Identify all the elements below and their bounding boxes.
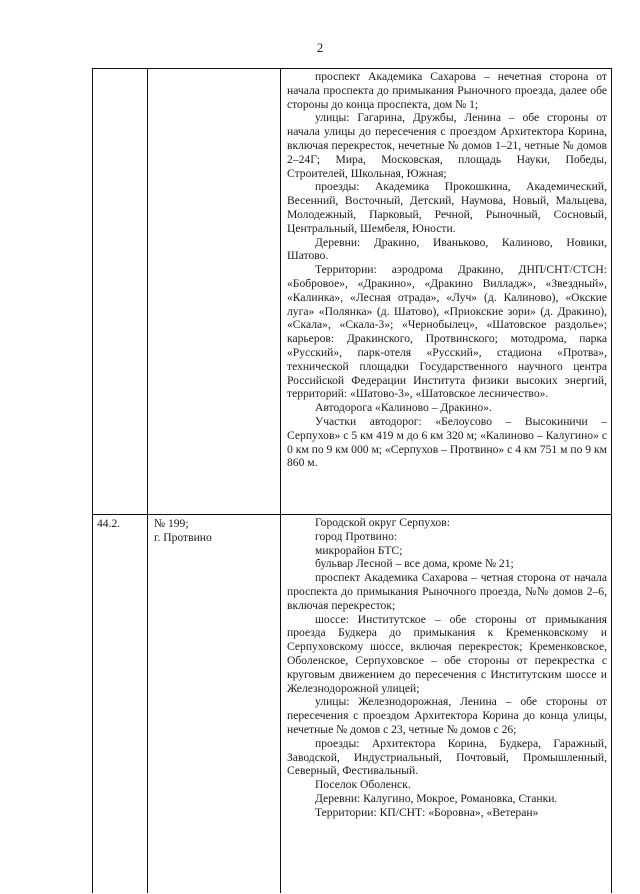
territory-paragraph: проезды: Академика Прокошкина, Академический, Весенний, Восточный, Детский, Наумова, Новый, Мальцева, Молодежный, Парковый, Речной, Рыночный, Сосновый, Центральный, Шембеля, Юности. [287,180,607,235]
row-number-cell [93,69,148,515]
district-number: № 199; [154,517,189,530]
territory-paragraph: проспект Академика Сахарова – нечетная сторона от начала проспекта до примыкания Рыночного проезда, далее обе стороны до конца проспекта, дом № 1; [287,70,607,111]
table-row [93,69,612,515]
territory-paragraph: Поселок Оболенск. [315,778,411,792]
territory-paragraph: Территории: аэродрома Дракино, ДНП/СНТ/СТСН: «Бобровое», «Дракино», «Дракино Вилладж», «Звездный», «Калинка», «Лесная отрада», «Луч» (д. Калиново), «Окские луга» «Полянка» (д. Шатово), «Приокские зори» (д. Дракино), «Скала», «Скала-3»; «Чернобылец», «Шатовское раздолье»; карьеров: Дракинского, Протвинского; мотодрома, парка «Русский», парк-отеля «Русский», стадиона «Протва», технической площадки Государственного научного центра Российской Федерации Института физики высоких энергий, территорий: «Шатово-3», «Шатовское лесничество». [287,263,607,401]
territory-paragraph: улицы: Гагарина, Дружбы, Ленина – обе стороны от начала улицы до пересечения с проездом Архитектора Корина, включая перекресток, нечетные № домов 1–21, четные № домов 2–24Г; Мира, Московская, площадь Науки, Победы, Строителей, Школьная, Южная; [287,111,607,180]
territory-paragraph: Территории: КП/СНТ: «Боровна», «Ветеран» [315,805,539,819]
territory-paragraph: улицы: Железнодорожная, Ленина – обе стороны от пересечения с проездом Архитектора Корина до конца улицы, нечетные № домов с 23, четные № домов с 26; [287,695,607,736]
districts-table [92,68,612,893]
territory-paragraph: Автодорога «Калиново – Дракино». [315,401,492,415]
table-row [93,515,612,893]
page-number: 2 [316,40,324,55]
territory-paragraph: шоссе: Институтское – обе стороны от примыкания проезда Будкера до примыкания к Кременковскому и Серпуховскому шоссе, включая перекресток; Кременковское, Оболенское, Серпуховское – обе стороны от перекрестка с круговым движением до пересечения с Институтским шоссе и Железнодорожной улицей; [287,612,607,695]
territory-paragraph: Деревни: Калугино, Мокрое, Романовка, Станки. [315,791,558,805]
territory-paragraph: Участки автодорог: «Белоусово – Высокиничи – Серпухов» с 5 км 419 м до 6 км 320 м; «Калиново – Калугино» с 0 км по 9 км 000 м; «Серпухов – Протвино» с 4 км 751 м по 9 км 860 м. [287,414,607,470]
territory-paragraph: Деревни: Дракино, Иваньково, Калиново, Новики, Шатово. [287,235,607,263]
territory-paragraph: проспект Академика Сахарова – четная сторона от начала проспекта до примыкания Рыночного проезда, №№ домов 2–6, включая перекресток; [287,571,607,612]
territory-paragraph: бульвар Лесной – все дома, кроме № 21; [315,557,514,571]
district-city: г. Протвино [154,530,212,544]
territory-paragraph: Городской округ Серпухов: [315,516,450,529]
territory-cell [281,69,612,515]
territory-paragraph: микрорайон БТС; [315,543,403,557]
district-cell [148,515,281,893]
territory-paragraph: проезды: Архитектора Корина, Будкера, Гаражный, Заводской, Индустриальный, Почтовый, Промышленный, Северный, Фестивальный. [287,736,607,778]
district-cell [148,69,281,515]
territory-paragraph: город Протвино: [315,529,398,543]
territory-cell [281,515,612,893]
row-number-cell: 44.2. [93,515,148,893]
